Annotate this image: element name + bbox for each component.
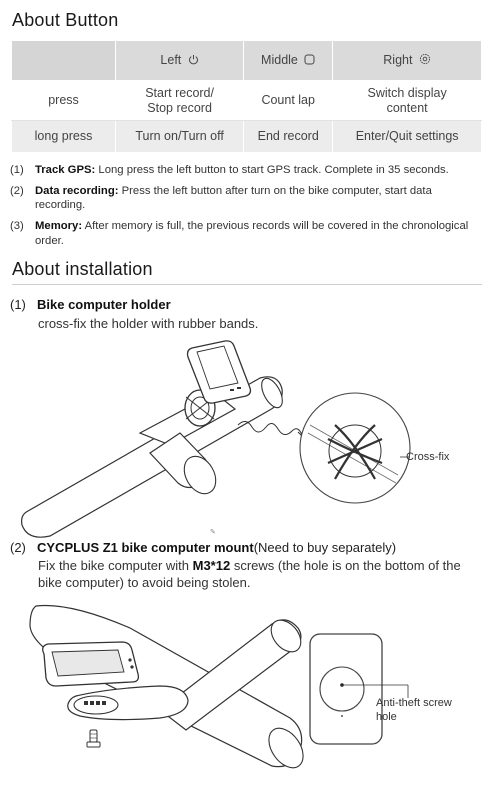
- row-action-press: press: [12, 81, 116, 121]
- step2-description: [38, 557, 483, 591]
- note-memory: [10, 219, 485, 248]
- note-text: [35, 163, 449, 178]
- column-header-right: [333, 41, 482, 81]
- cell-left-press-line1: Start record/: [145, 86, 214, 101]
- button-functions-table: [11, 40, 482, 153]
- cell-left-press-line2: Stop record: [147, 100, 212, 115]
- note-text: [35, 184, 485, 213]
- cell-middle-long-press: End record: [244, 121, 333, 153]
- column-header-middle: [244, 41, 333, 81]
- screw-label-line1: Anti-theft screw: [376, 697, 452, 709]
- note-text: [35, 219, 485, 248]
- step1-title: [10, 297, 171, 312]
- step2-title: [10, 540, 396, 555]
- screw-spec: M3*12: [192, 558, 231, 573]
- note-title: Memory:: [35, 220, 83, 233]
- step2-title-suffix: (Need to buy separately): [253, 540, 397, 555]
- column-header-left-label: Left: [160, 53, 182, 68]
- square-button-icon: [304, 54, 315, 65]
- power-icon: [188, 54, 199, 65]
- note-title: Data recording:: [35, 184, 119, 197]
- column-header-middle-label: Middle: [261, 53, 298, 68]
- step2-desc-pre: Fix the bike computer with: [38, 558, 193, 573]
- note-title: Track GPS:: [35, 164, 96, 176]
- cell-right-long-press: Enter/Quit settings: [333, 121, 482, 153]
- cell-right-press-line2: content: [386, 100, 428, 115]
- note-number: (1): [10, 164, 24, 176]
- cell-left-press: [116, 81, 244, 121]
- note-data-recording: [10, 184, 485, 213]
- anti-theft-screw-hole-label: [376, 697, 452, 725]
- step2-title-text: CYCPLUS Z1 bike computer mount: [37, 540, 254, 555]
- column-header-left: [116, 41, 244, 81]
- note-body: After memory is full, the previous records will be covered in the chronological order.: [35, 220, 469, 247]
- note-number: (2): [10, 184, 24, 197]
- cell-left-long-press: Turn on/Turn off: [116, 121, 244, 153]
- button-notes-list: [10, 163, 485, 254]
- cell-right-press-line1: Switch display: [367, 86, 447, 101]
- step1-description: cross-fix the holder with rubber bands.: [38, 316, 259, 331]
- z1-mount-illustration: [10, 600, 490, 786]
- step2-number: (2): [10, 540, 26, 555]
- step1-number: (1): [10, 297, 26, 312]
- table-header-row: [12, 41, 482, 81]
- cell-right-press: [333, 81, 482, 121]
- svg-text:✎: ✎: [210, 528, 216, 536]
- note-track-gps: [10, 163, 485, 178]
- column-header-right-label: Right: [383, 53, 413, 68]
- step1-title-text: Bike computer holder: [37, 297, 171, 312]
- about-installation-title: About installation: [12, 259, 153, 279]
- cross-fix-label: Cross-fix: [406, 451, 450, 463]
- screw-label-line2: hole: [376, 710, 397, 723]
- cell-middle-press: Count lap: [244, 81, 333, 121]
- step2-desc-post: screws (the hole is on the bottom of the bike computer) to avoid being stolen.: [38, 558, 461, 591]
- table-row-long-press: [12, 121, 482, 153]
- note-number: (3): [10, 220, 24, 233]
- section-divider: [12, 284, 482, 285]
- settings-gear-icon: [419, 53, 431, 65]
- bike-holder-illustration: [10, 333, 490, 538]
- table-header-blank: [12, 41, 116, 81]
- note-body: Long press the left button to start GPS track. Complete in 35 seconds.: [95, 164, 449, 176]
- note-body: Press the left button after turn on the bike computer, start data recording.: [35, 184, 432, 212]
- row-action-long-press: long press: [12, 121, 116, 153]
- table-row-press: [12, 81, 482, 121]
- about-button-title: About Button: [12, 10, 119, 30]
